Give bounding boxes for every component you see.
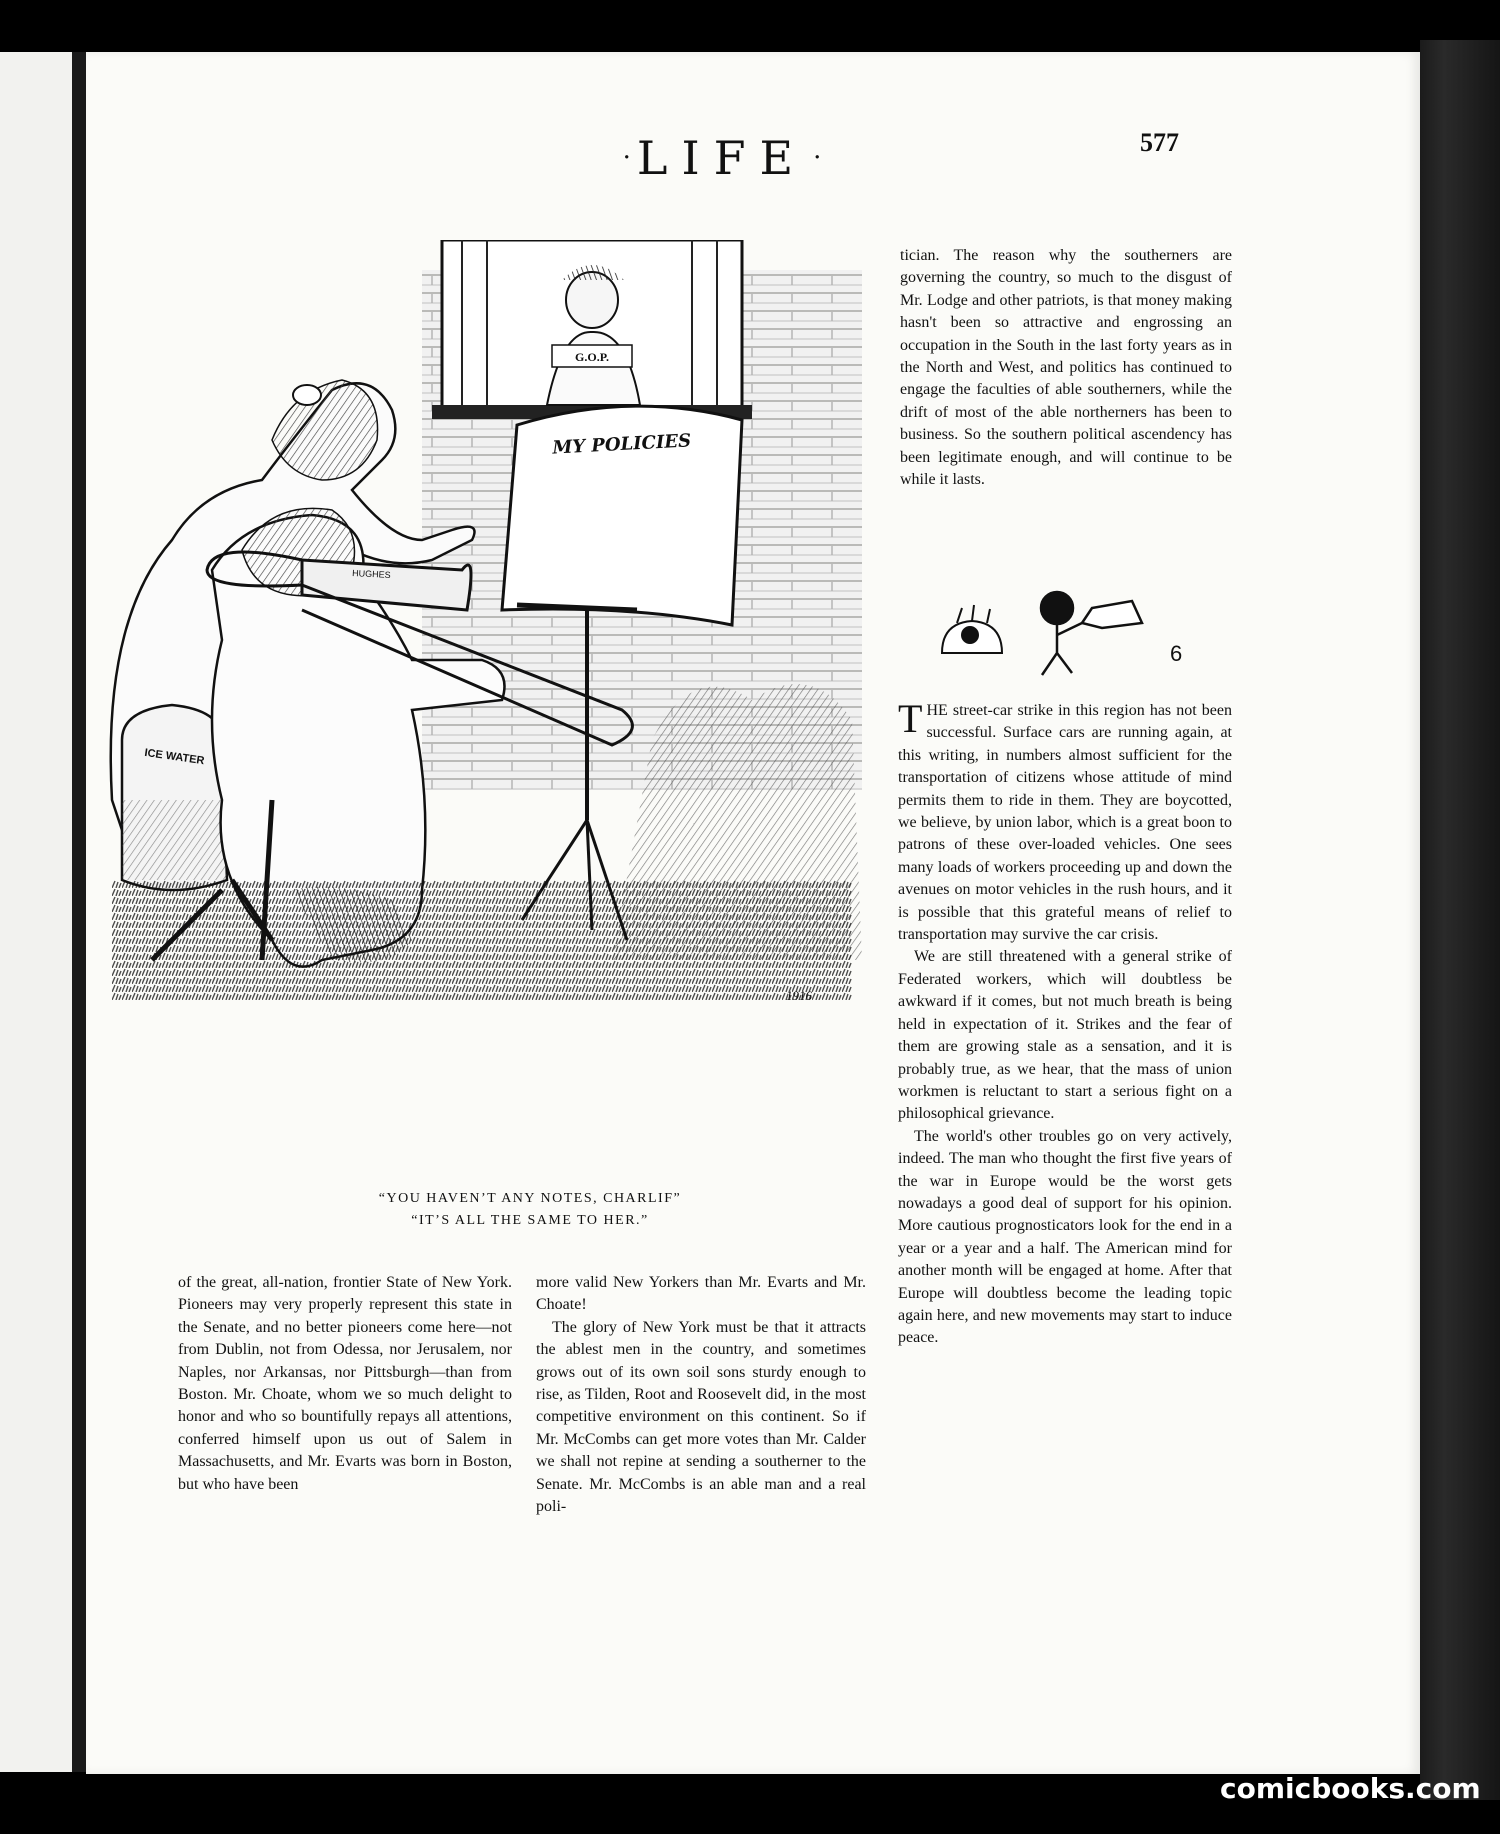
site-watermark: comicbooks.com <box>1220 1772 1481 1805</box>
jug-label: ICE WATER <box>143 746 206 768</box>
artist-signature: 1916 <box>786 988 812 1003</box>
paragraph: of the great, all-nation, frontier State of New York. Pioneers may very properly represent this state in the Senate, and no better pioneers come here—not from Dublin, not from Odessa, nor Jerusalem, nor Naples, nor Arkansas, nor Pittsburgh—than from Boston. Mr. Choate, whom we so much delight to honor and who so bountifully repays all attentions, conferred himself upon us out of Salem in Massachusetts, and Mr. Evarts was born in Boston, but who have been <box>178 1274 512 1493</box>
decorative-vignette <box>932 583 1196 683</box>
paragraph: more valid New Yorkers than Mr. Evarts and Mr. Choate! <box>536 1274 866 1314</box>
cartoon-illustration <box>92 240 872 1170</box>
vignette-numeral: 6 <box>1170 641 1183 666</box>
article-column-right-top <box>900 245 1232 491</box>
paragraph: We are still threatened with a general strike of Federated workers, which will doubtless be awkward if it comes, but not much breath is being held in expectation of it. Strikes and the fear of them are growing stale as a sensation, and it is probably true, as we hear, that the mass of union workmen is reluctant to start a serious fight on a philosophical grievance. <box>898 948 1232 1123</box>
running-figure-icon <box>1041 592 1142 675</box>
article-column-left <box>178 1272 512 1496</box>
paragraph: tician. The reason why the southerners are governing the country, so much to the disgust of Mr. Lodge and other patriots, is that money making hasn't been so attractive and engrossing an occupation in the South in the last forty years as in the North and West, and politics has continued to engage the faculties of able southerners, while the drift of most of the able northerners has been to business. So the southern political ascendency has been legitimate enough, and will continue to be while it lasts. <box>900 247 1232 489</box>
paragraph-text: HE street-car strike in this region has not been successful. Surface cars are running again, at this writing, in numbers almost sufficient for the transportation of citizens whose attitude of mind permits them to ride in them. They are boycotted, we believe, by union labor, which is a great boon to patrons of these over-loaded vehicles. One sees many loads of workers proceeding up and down the avenues on motor vehicles in the rush hours, and it is possible that this grateful means of relief to transportation may survive the car crisis. <box>898 702 1232 944</box>
ground <box>112 880 852 1000</box>
paragraph-dropcap <box>898 696 1232 946</box>
caption-line-1: “YOU HAVEN’T ANY NOTES, CHARLIF” <box>378 1191 682 1206</box>
pig-head-icon <box>942 605 1002 653</box>
facing-page-edge <box>0 52 72 1772</box>
paragraph: The world's other troubles go on very actively, indeed. The man who thought the first five years of the war in Europe would be the worst gets nowadays a good deal of support for his opinion. More cautious prognosticators look for the end in a year or a year and a half. The American mind for another month will be engaged at home. After that Europe will doubtless become the leading topic again here, and new movements may start to induce peace. <box>898 1127 1232 1347</box>
window-badge-text: G.O.P. <box>575 350 609 364</box>
caption-line-2: “IT’S ALL THE SAME TO HER.” <box>411 1212 649 1228</box>
scanner-border <box>1420 40 1500 1800</box>
drop-cap: T <box>898 696 923 741</box>
masthead-dot-right: · <box>813 143 822 173</box>
masthead <box>522 118 922 198</box>
masthead-title: LIFE <box>636 131 808 185</box>
sheet-label: MY POLICIES <box>551 430 692 459</box>
cartoon-caption <box>220 1188 840 1231</box>
masthead-dot-left: · <box>622 143 631 173</box>
page-gutter <box>72 52 86 1772</box>
paragraph: The glory of New York must be that it attracts the ablest men in the country, and sometimes grows out of its own soil sons sturdy enough to rise, as Tilden, Root and Roosevelt did, in the most competitive environment on this continent. So if Mr. McCombs can get more votes than Mr. Calder we shall not repine at sending a southerner to the Senate. Mr. McCombs is an able man and a real poli- <box>536 1318 866 1516</box>
article-column-right-bottom <box>898 696 1232 1350</box>
page-number: 577 <box>1140 128 1179 157</box>
article-column-middle <box>536 1272 866 1518</box>
trombone-label: HUGHES <box>351 568 391 581</box>
